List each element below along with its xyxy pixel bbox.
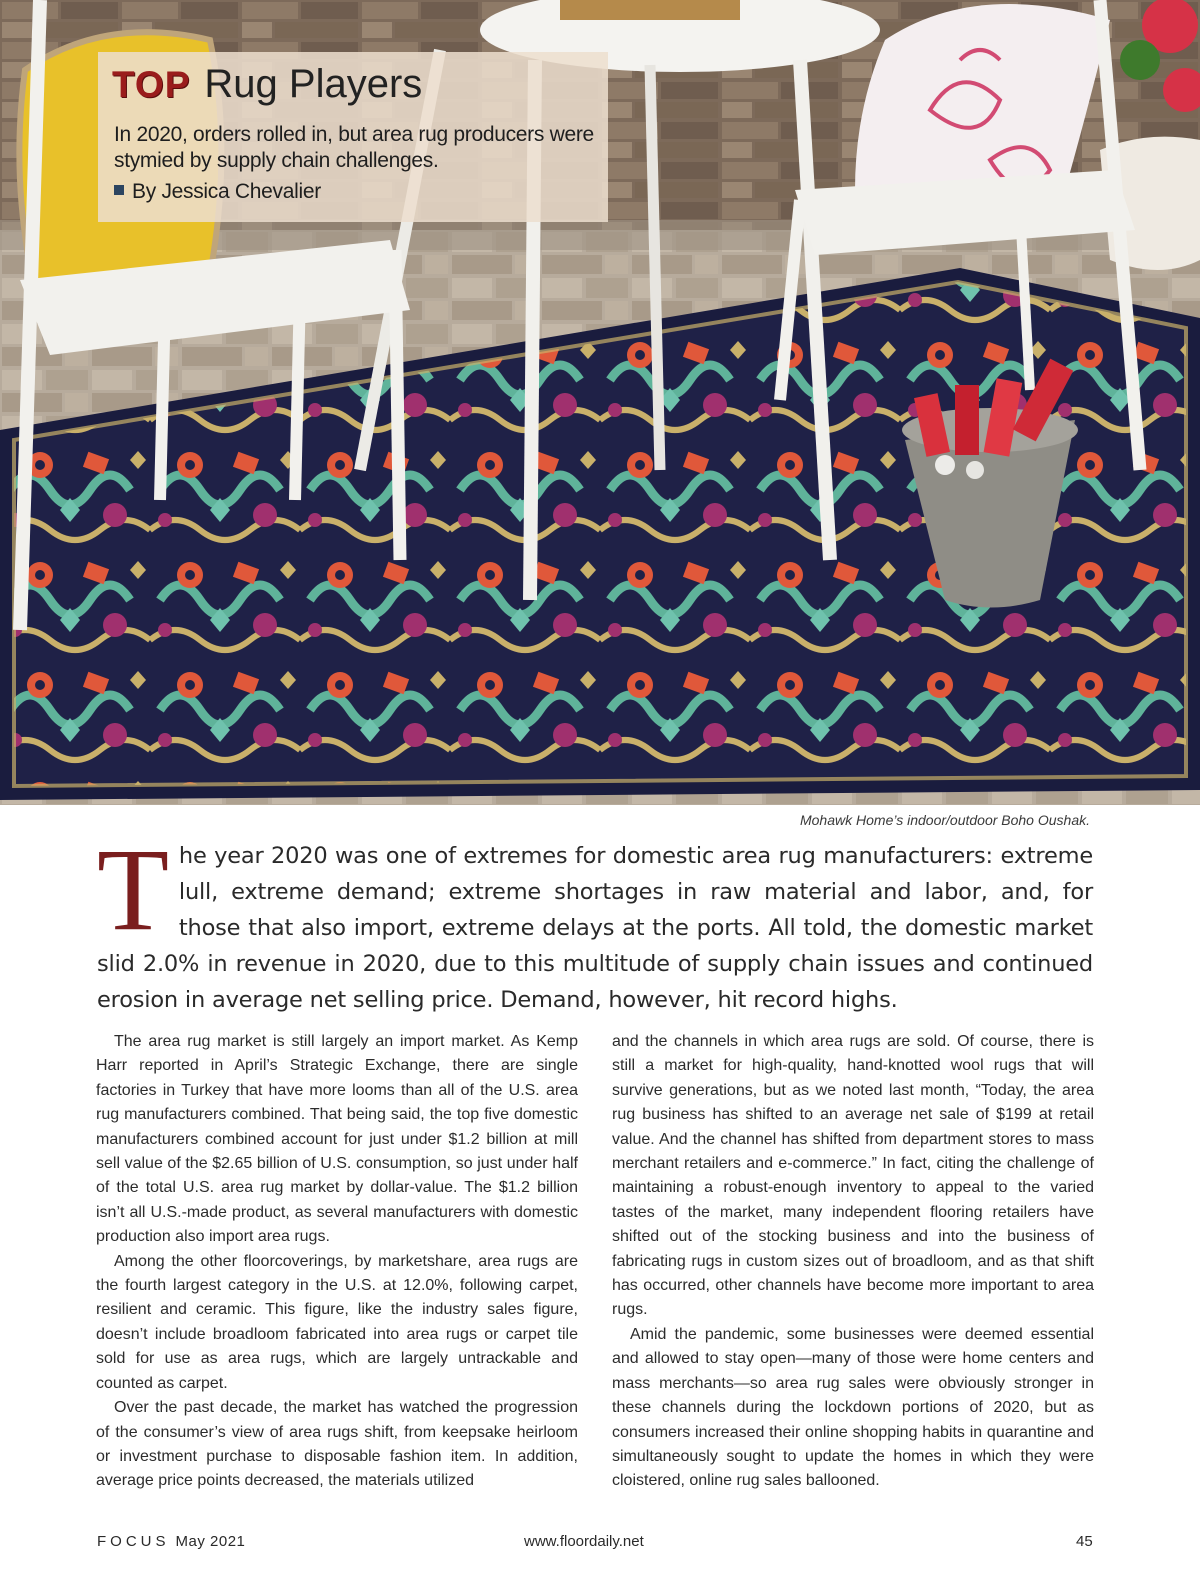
headline-text: Rug Players — [204, 62, 423, 106]
page-number: 45 — [1076, 1533, 1093, 1550]
footer-url[interactable]: www.floordaily.net — [524, 1533, 644, 1550]
byline — [114, 180, 321, 204]
body-paragraph: Among the other floorcoverings, by marketshare, area rugs are the fourth largest category in the U.S. at 12.0%, following carpet, resilient and ceramic. This figure, like the industry sales figure, doesn’t include broadloom fabricated into area rugs or carpet tile sold for use as area rugs, which are largely untrackable and counted as carpet. — [96, 1252, 578, 1392]
body-column-left — [96, 1030, 578, 1494]
body-paragraph: The area rug market is still largely an import market. As Kemp Harr reported in April’s Strategic Exchange, there are single factories in Turkey that have more looms than all of the U.S. area rug manufacturers combined. That being said, the top five domestic manufacturers combined account for just under $1.2 billion at mill sell value of the $2.65 billion of U.S. consumption, so just under half of the total U.S. area rug market by dollar-value. The $1.2 billion isn’t all U.S.-made product, as several manufacturers with domestic production also import area rugs. — [96, 1033, 578, 1246]
footer-issue — [97, 1533, 245, 1550]
lead-paragraph — [97, 824, 1093, 1018]
photo-caption: Mohawk Home’s indoor/outdoor Boho Oushak. — [799, 812, 1090, 828]
headline — [112, 64, 422, 104]
headline-accent: TOP — [112, 64, 191, 105]
footer-magazine: FOCUS — [97, 1533, 170, 1550]
body-paragraph: Amid the pandemic, some businesses were deemed essential and allowed to stay open—many of those were home centers and mass merchants—so area rug sales were obviously stronger in these channels during the lockdown portions of 2020, but as consumers increased their online shopping habits in quarantine and simultaneously sought to update the homes in which they were cloistered, online rug sales ballooned. — [612, 1325, 1094, 1490]
drop-cap: T — [97, 824, 169, 955]
subheadline: In 2020, orders rolled in, but area rug producers were stymied by supply chain challenges. — [114, 123, 594, 172]
title-panel — [98, 52, 608, 222]
body-column-right — [612, 1030, 1094, 1494]
body-paragraph: Over the past decade, the market has watched the progression of the consumer’s view of area rugs shift, from keepsake heirloom or investment purchase to disposable fashion item. In addition, average price points decreased, the materials utilized — [96, 1399, 578, 1490]
body-paragraph: and the channels in which area rugs are sold. Of course, there is still a market for high-quality, hand-knotted wool rugs that will survive generations, but as we noted last month, “Today, the area rug business has shifted to an average net sale of $199 at retail value. And the channel has shifted from department stores to mass merchant retailers and e-commerce.” In fact, citing the challenge of maintaining a robust-enough inventory to appeal to the varied tastes of the market, many independent flooring retailers have shifted out of the stocking business and into the business of fabricating rugs in custom sizes out of broadloom, and as that shift has occurred, other channels have become more important to area rugs. — [612, 1033, 1094, 1319]
lead-text: he year 2020 was one of extremes for domestic area rug manufacturers: extreme lull, extreme demand; extreme shortages in raw material and labor, and, for those that also import, extreme delays at the ports. All told, the domestic market slid 2.0% in revenue in 2020, due to this multitude of supply chain issues and continued erosion in average net selling price. Demand, however, hit record highs. — [97, 843, 1093, 1013]
footer-date: May 2021 — [175, 1533, 246, 1550]
byline-author: By Jessica Chevalier — [132, 180, 321, 203]
bullet-square-icon — [114, 185, 124, 195]
